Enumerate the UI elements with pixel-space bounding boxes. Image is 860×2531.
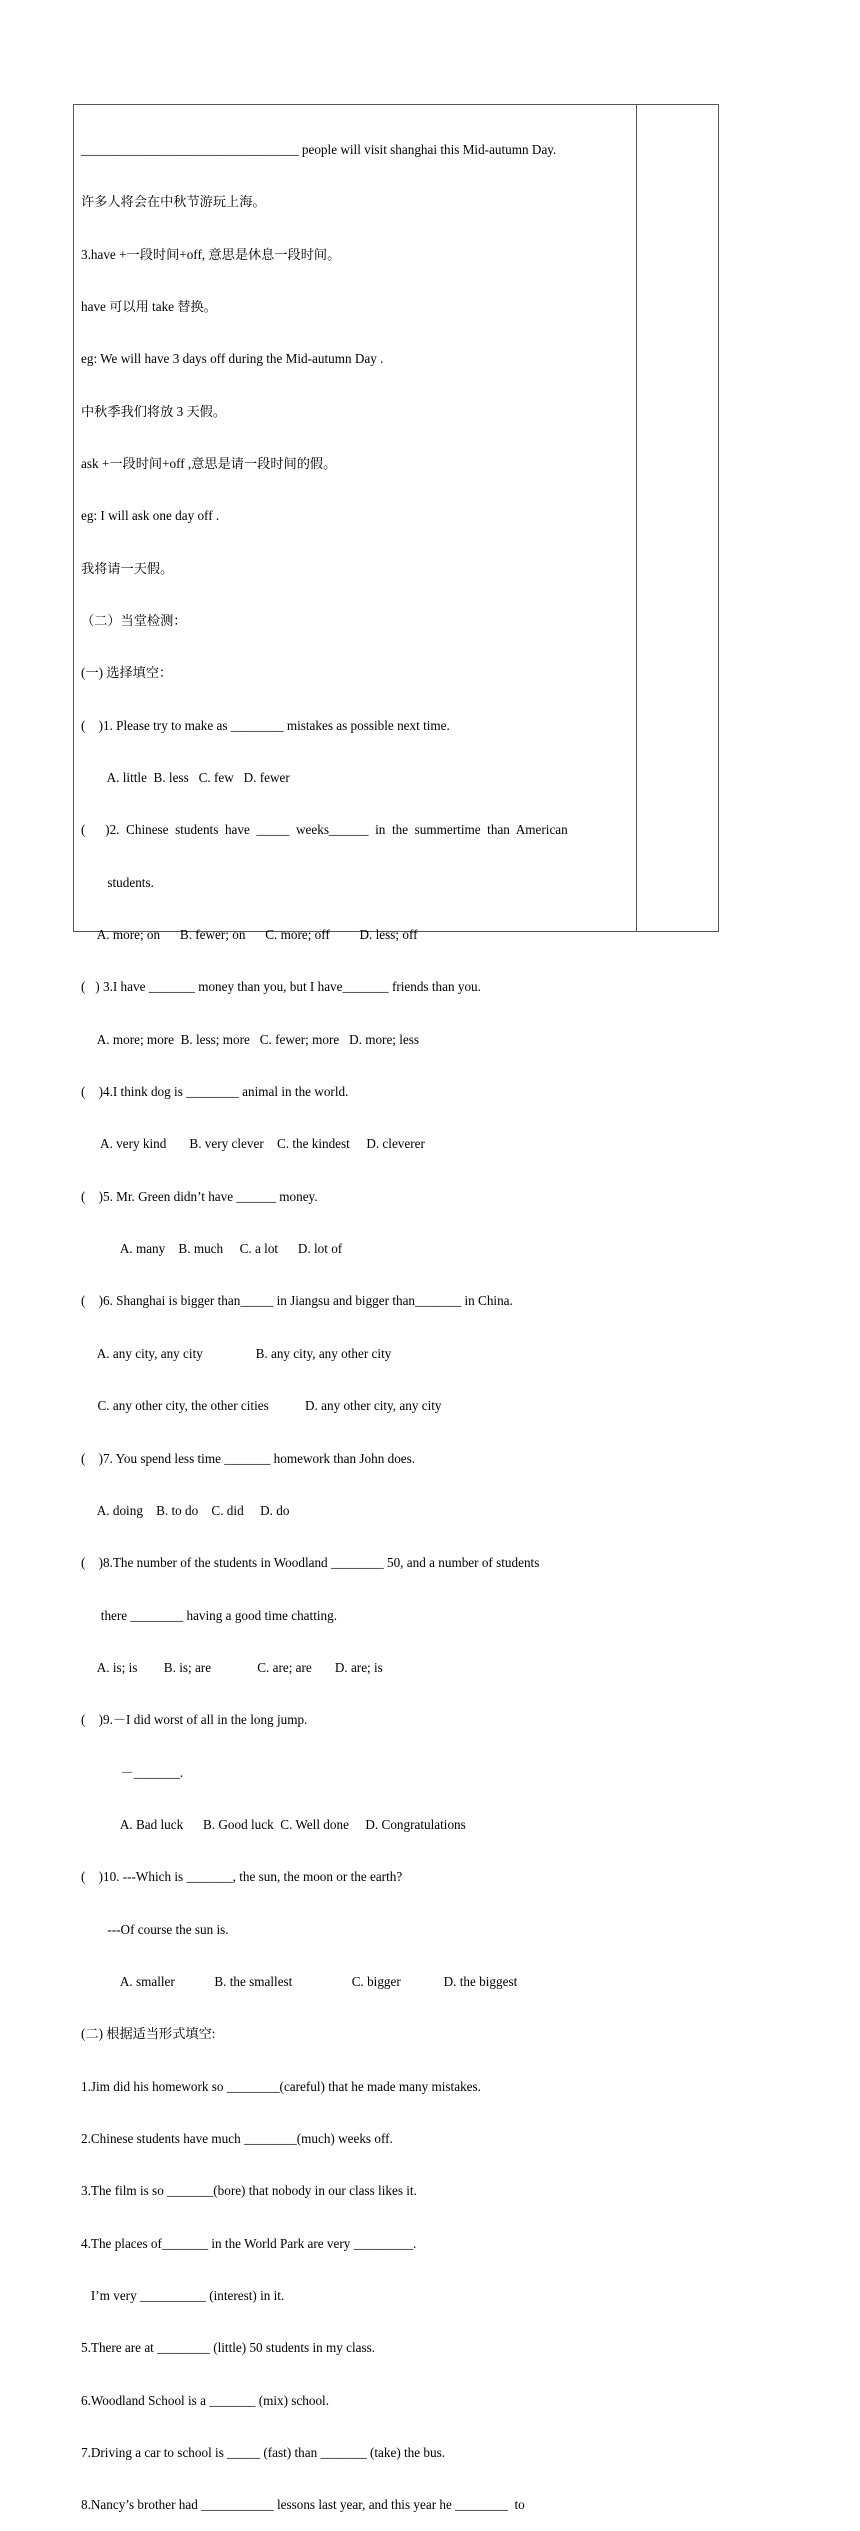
fill-in-line: 8.Nancy’s brother had ___________ lessons last year, and this year he ________ to [81,2497,525,2513]
question-line: ( )4.I think dog is ________ animal in the world. [81,1084,349,1100]
question-line: ---Of course the sun is. [81,1921,229,1937]
options-line: A. little B. less C. few D. fewer [81,770,290,786]
text-line: eg: We will have 3 days off during the Mid-autumn Day . [81,351,384,367]
subsection-heading: (一) 选择填空： [81,665,173,681]
options-line: A. doing B. to do C. did D. do [81,1502,290,1518]
text-line: 许多人将会在中秋节游玩上海。 [81,194,266,210]
text-line: ask +一段时间+off ,意思是请一段时间的假。 [81,455,337,471]
subsection-heading: (二) 根据适当形式填空: [81,2026,216,2042]
section-heading: （二）当堂检测： [81,613,187,628]
text-line: eg: I will ask one day off . [81,508,220,524]
fill-in-line: I’m very __________ (interest) in it. [81,2288,285,2303]
options-line: A. more; more B. less; more C. fewer; more D. more; less [81,1031,420,1047]
question-line: ( )2. Chinese students have _____ weeks______ in the summertime than American [81,822,568,838]
worksheet-content [81,106,630,2531]
options-line: A. is; is B. is; are C. are; are D. are; is [81,1659,383,1675]
text-line: have 可以用 take 替换。 [81,298,217,314]
text-line: 中秋季我们将放 3 天假。 [81,403,227,419]
question-line: ( )1. Please try to make as ________ mistakes as possible next time. [81,717,450,733]
options-line: A. very kind B. very clever C. the kindest D. cleverer [81,1136,425,1152]
question-line: ( )8.The number of the students in Woodland ________ 50, and a number of students [81,1555,540,1571]
question-line: ( ) 3.I have _______ money than you, but I have_______ friends than you. [81,979,481,995]
question-line: ( )5. Mr. Green didn’t have ______ money. [81,1188,318,1204]
fill-in-line: 3.The film is so _______(bore) that nobody in our class likes it. [81,2183,417,2199]
options-line: A. smaller B. the smallest C. bigger D. the biggest [81,1973,518,1989]
options-line: C. any other city, the other cities D. any other city, any city [81,1398,442,1414]
fill-in-line: 5.There are at ________ (little) 50 students in my class. [81,2340,376,2356]
question-line: ( )7. You spend less time _______ homework than John does. [81,1450,416,1466]
question-line: there ________ having a good time chatting. [81,1607,338,1623]
question-line: ( )10. ---Which is _______, the sun, the moon or the earth? [81,1869,403,1885]
text-line: 3.have +一段时间+off, 意思是休息一段时间。 [81,246,341,262]
options-line: A. any city, any city B. any city, any other city [81,1345,392,1361]
text-line: 我将请一天假。 [81,560,174,576]
fill-in-line: 4.The places of_______ in the World Park are very _________. [81,2235,417,2251]
options-line: A. many B. much C. a lot D. lot of [81,1241,343,1257]
question-line: students. [81,874,154,890]
text-line: _________________________________ people will visit shanghai this Mid-autumn Day. [81,141,557,157]
options-line: A. more; on B. fewer; on C. more; off D. less; off [81,927,418,943]
fill-in-line: 7.Driving a car to school is _____ (fast) than _______ (take) the bus. [81,2445,446,2461]
fill-in-line: 6.Woodland School is a _______ (mix) school. [81,2392,330,2408]
table-column-divider [636,104,637,932]
fill-in-line: 1.Jim did his homework so ________(careful) that he made many mistakes. [81,2078,481,2094]
options-line: A. Bad luck B. Good luck C. Well done D. Congratulations [81,1816,466,1832]
question-line: －_______. [81,1764,184,1780]
question-line: ( )9.－I did worst of all in the long jump. [81,1712,308,1728]
question-line: ( )6. Shanghai is bigger than_____ in Jiangsu and bigger than_______ in China. [81,1293,513,1309]
fill-in-line: 2.Chinese students have much ________(much) weeks off. [81,2130,393,2146]
